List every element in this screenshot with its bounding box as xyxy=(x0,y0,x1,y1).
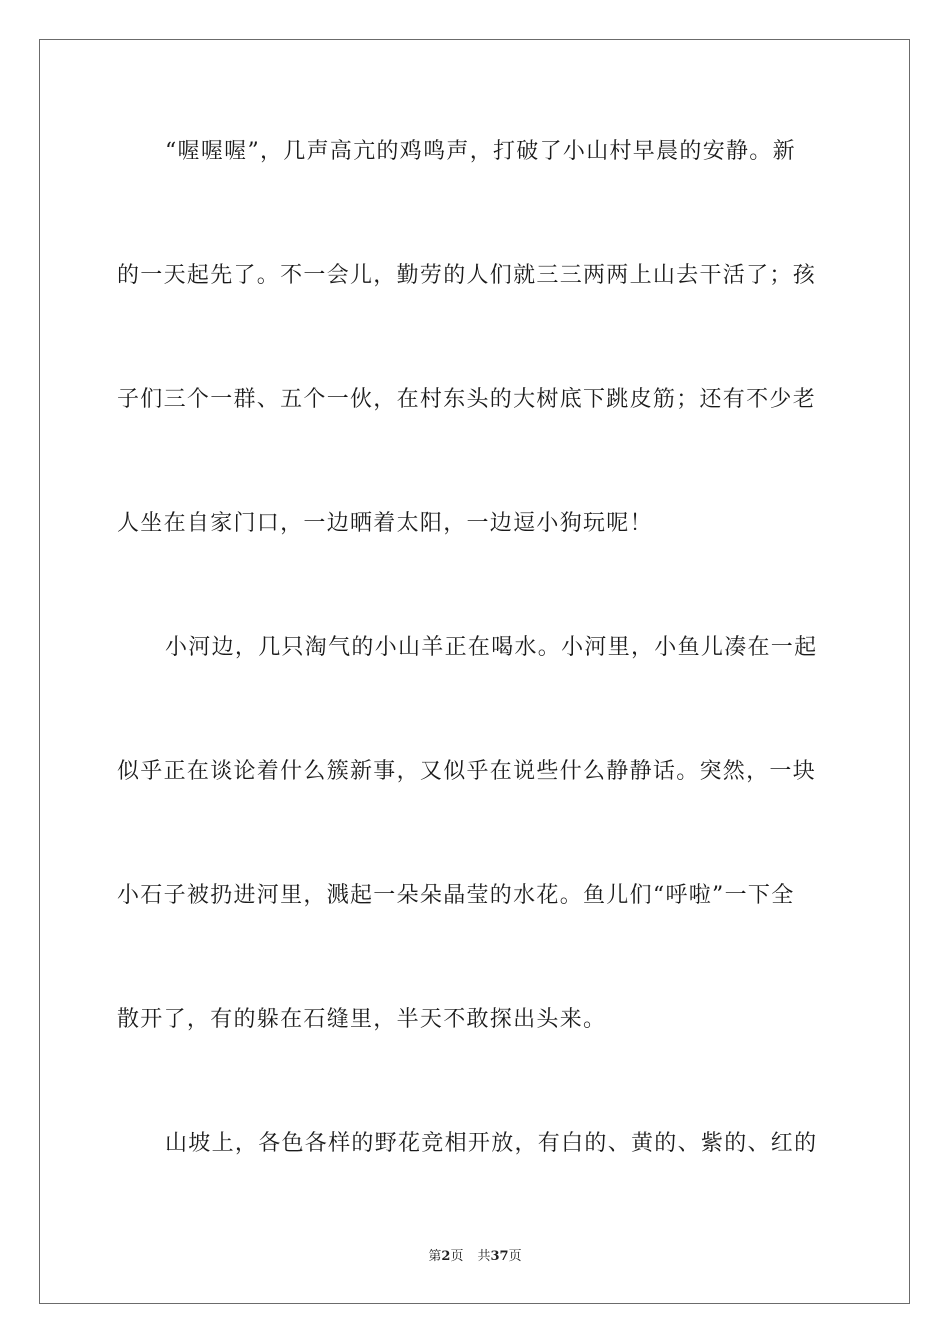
page-border xyxy=(39,39,910,1304)
paragraph-1-line-4: 人坐在自家门口，一边晒着太阳，一边逗小狗玩呢！ xyxy=(117,511,653,536)
page-footer xyxy=(0,1248,950,1266)
total-suffix: 页 xyxy=(508,1249,522,1264)
paragraph-3-line-1: 山坡上，各色各样的野花竞相开放，有白的、黄的、紫的、红的 xyxy=(165,1131,818,1156)
total-prefix: 共 xyxy=(477,1249,491,1264)
page-suffix: 页 xyxy=(450,1249,464,1264)
paragraph-1-line-3: 子们三个一群、五个一伙，在村东头的大树底下跳皮筋；还有不少老 xyxy=(117,387,817,412)
page-number: 2 xyxy=(441,1249,451,1264)
paragraph-2-line-3: 小石子被扔进河里，溅起一朵朵晶莹的水花。鱼儿们“呼啦”一下全 xyxy=(117,883,795,908)
page-prefix: 第 xyxy=(428,1249,442,1264)
paragraph-1-line-1: “喔喔喔”，几声高亢的鸡鸣声，打破了小山村早晨的安静。新 xyxy=(165,139,796,164)
total-pages: 37 xyxy=(490,1249,509,1264)
paragraph-2-line-4: 散开了，有的躲在石缝里，半天不敢探出头来。 xyxy=(117,1007,607,1032)
paragraph-2-line-2: 似乎正在谈论着什么簇新事，又似乎在说些什么静静话。突然，一块 xyxy=(117,759,817,784)
paragraph-1-line-2: 的一天起先了。不一会儿，勤劳的人们就三三两两上山去干活了；孩 xyxy=(117,263,817,288)
paragraph-2-line-1: 小河边，几只淘气的小山羊正在喝水。小河里，小鱼儿凑在一起 xyxy=(165,635,818,660)
